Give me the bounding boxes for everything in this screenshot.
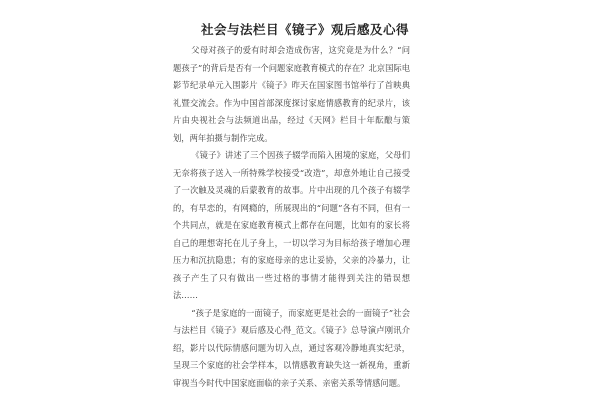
paragraph-conclusion: “孩子是家庭的一面镜子，而家庭更是社会的一面镜子”社会与法栏目《镜子》观后感及心得_范文。《镜子》总导演卢刚讯介绍，影片以代际情感问题为切入点，通过客观冷静地真实纪录，呈现三个家庭的社会学样本，以情感教育缺失这一新视角，重新审视当今时代中国家庭面临的亲子关系、亲密关系等情感问题。 xyxy=(173,307,410,388)
article-body xyxy=(173,42,410,392)
paragraph-story: 《镜子》讲述了三个因孩子辍学而陷入困境的家庭，父母们无奈将孩子送入一所特殊学校接受“改造”，却意外地让自己接受了一次触及灵魂的后蒙教育的故事。片中出现的几个孩子有辍学的，有早恋的，有网瘾的，所展现出的“问题”各有不同，但有一个共同点，就是在家庭教育模式上都存在问题，比如有的家长将自己的理想寄托在儿子身上，一切以学习为目标给孩子增加心理压力和沉抗隐患；有的家庭母亲的忠让妥协，父亲的冷暴力，让孩子产生了只有做出一些过格的事情才能得到关注的错误想法…… xyxy=(173,150,410,300)
document-title: 社会与法栏目《镜子》观后感及心得 xyxy=(200,22,409,37)
paragraph-intro: 父母对孩子的爱有时却会造成伤害，这究竟是为什么？“问题孩子”的背后是否有一个问题家庭教育模式的存在？北京国际电影节纪录单元入围影片《镜子》昨天在国家图书馆举行了首映典礼暨交流会。作为中国首部深度探讨家庭情感教育的纪录片，该片由央视社会与法频道出品，经过《天网》栏目十年酝酿与策划，两年拍摄与制作完成。 xyxy=(173,45,410,143)
